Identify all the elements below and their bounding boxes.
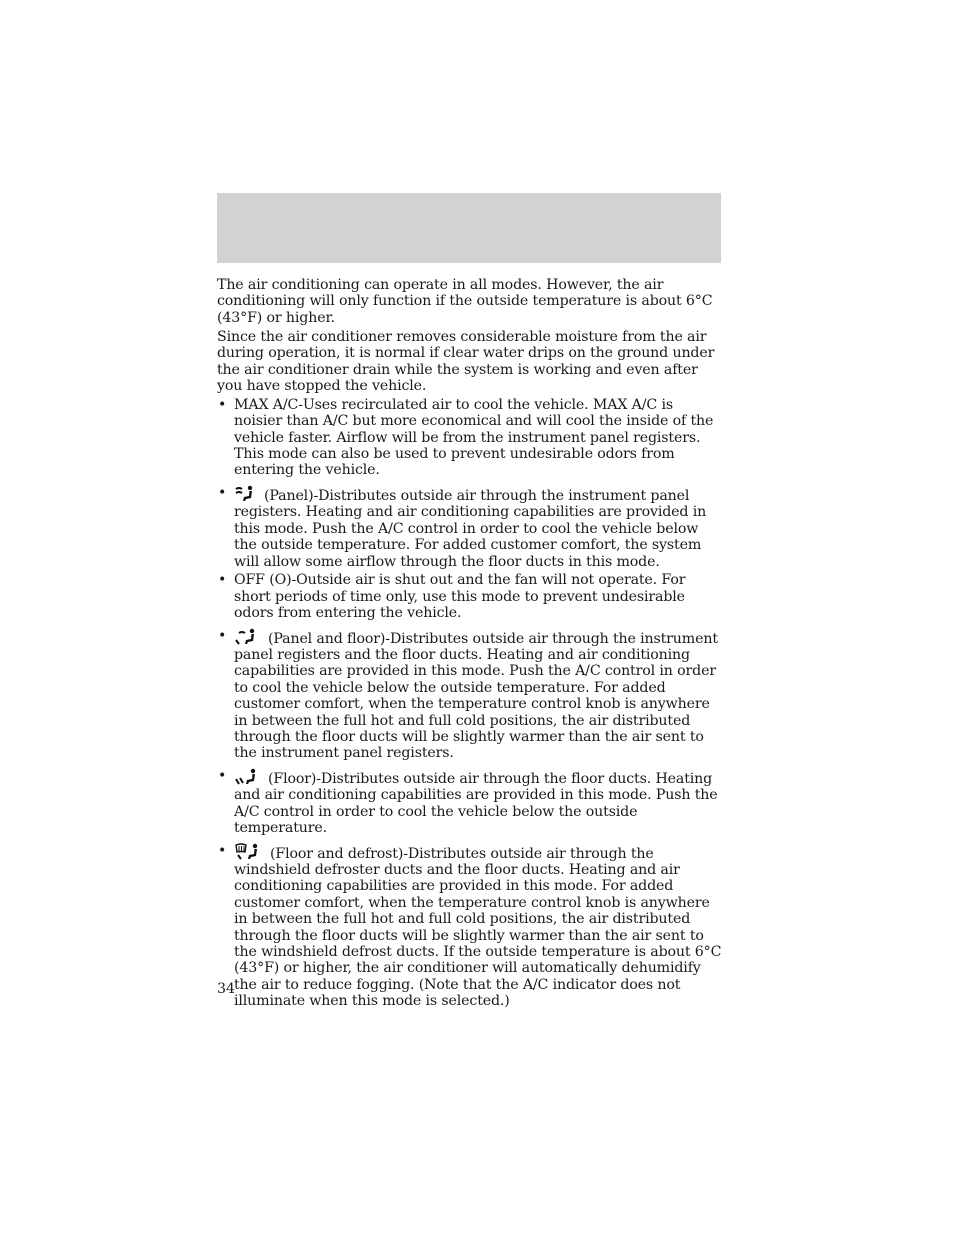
mode-description: (Panel)-Distributes outside air through the instrument panel registers. Heating and air conditioning capabilities are provided in this mode. Push the A/C control in order to cool the vehicle below the outside temperature. For added customer comfort, the system will allow some airflow through the floor ducts in this mode. xyxy=(234,487,707,570)
mode-item-max-ac xyxy=(217,397,725,479)
bullet: • xyxy=(218,484,227,501)
section-header-band xyxy=(217,193,721,263)
page-number: 34 xyxy=(217,981,236,997)
bullet: • xyxy=(218,572,227,589)
mode-item-panel-floor xyxy=(217,628,725,762)
mode-item-floor-defrost xyxy=(217,843,725,1010)
mode-description: MAX A/C-Uses recirculated air to cool the vehicle. MAX A/C is noisier than A/C but more economical and will cool the inside of the vehicle faster. Airflow will be from the instrument panel registers. This mode can also be used to prevent undesirable odors from entering the vehicle. xyxy=(234,396,714,479)
floor-vent-icon xyxy=(234,768,260,786)
mode-item-floor xyxy=(217,768,725,837)
bullet: • xyxy=(218,396,227,413)
panel-vent-icon xyxy=(234,485,256,503)
paragraph: The air conditioning can operate in all modes. However, the air conditioning will only function if the outside temperature is about 6°C (43°F) or higher. xyxy=(217,277,713,326)
bullet: • xyxy=(218,627,227,644)
mode-description: (Floor)-Distributes outside air through the floor ducts. Heating and air conditioning capabilities are provided in this mode. Push the A/C control in order to cool the vehicle below the outside temperature. xyxy=(234,770,718,837)
panel-floor-vent-icon xyxy=(234,628,260,646)
paragraph: Since the air conditioner removes considerable moisture from the air during operation, it is normal if clear water drips on the ground under the air conditioner drain while the system is working and even after you have stopped the vehicle. xyxy=(217,328,715,394)
mode-item-panel xyxy=(217,485,725,570)
bullet: • xyxy=(218,842,227,859)
mode-description: (Floor and defrost)-Distributes outside air through the windshield defroster ducts and the floor ducts. Heating and air conditioning capabilities are provided in this mode. For added customer comfort, when the temperature control knob is anywhere in between the full hot and full cold positions, the air distributed through the floor ducts will be slightly warmer than the air sent to the windshield defrost ducts. If the outside temperature is about 6°C (43°F) or higher, the air conditioner will automatically dehumidify the air to reduce fogging. (Note that the A/C indicator does not illuminate when this mode is selected.) xyxy=(234,845,722,1010)
bullet: • xyxy=(218,767,227,784)
mode-description: OFF (O)-Outside air is shut out and the fan will not operate. For short periods of time only, use this mode to prevent undesirable odors from entering the vehicle. xyxy=(234,572,686,622)
page-content xyxy=(217,277,725,1012)
mode-item-off xyxy=(217,572,725,621)
floor-defrost-icon xyxy=(234,843,262,861)
mode-description: (Panel and floor)-Distributes outside air through the instrument panel registers and the floor ducts. Heating and air conditioning capabilities are provided in this mode. Push the A/C control in order to cool the vehicle below the outside temperature. For added customer comfort, when the temperature control knob is anywhere in between the full hot and full cold positions, the air distributed through the floor ducts will be slightly warmer than the air sent to the instrument panel registers. xyxy=(234,630,718,762)
mode-list xyxy=(217,397,725,1010)
